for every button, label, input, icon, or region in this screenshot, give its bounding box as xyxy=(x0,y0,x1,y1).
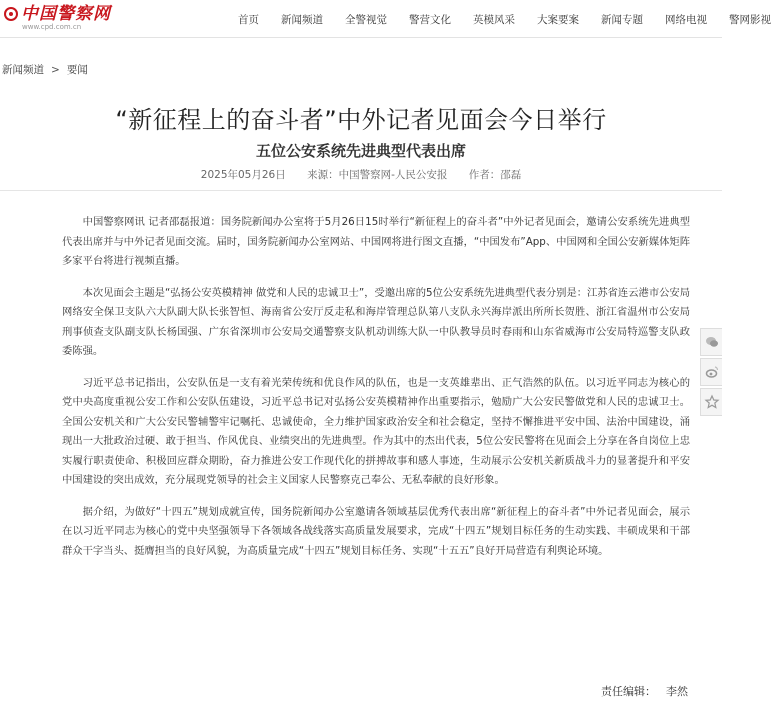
share-qzone-button[interactable] xyxy=(700,388,722,416)
article-source: 来源：中国警察网-人民公安报 xyxy=(307,169,448,181)
nav-home[interactable]: 首页 xyxy=(238,13,259,26)
police-badge-icon xyxy=(4,7,18,21)
nav-police-films[interactable]: 警网影视 xyxy=(729,13,771,26)
article-paragraph: 本次见面会主题是“弘扬公安英模精神 做党和人民的忠诚卫士”，受邀出席的5位公安系统先进典型代表分别是：江苏省连云港市公安局网络安全保卫支队六大队副大队长张智恒、海南省公安厅反走私和海岸管理总队第八支队永兴海岸派出所所长贺胜、浙江省温州市公安局刑事侦查支队副支队长杨国强、广东省深圳市公安局交通警察支队机动训练大队一中队教导员时春雨和山东省威海市公安局特巡警支队政委陈强。 xyxy=(62,286,691,357)
weibo-icon xyxy=(705,365,719,379)
nav-police-culture[interactable]: 警营文化 xyxy=(409,13,451,26)
breadcrumb-separator: > xyxy=(51,63,60,76)
article-paragraph: 据介绍，为做好“十四五”规划成就宣传，国务院新闻办公室邀请各领域基层优秀代表出席“新征程上的奋斗者”中外记者见面会，展示在以习近平同志为核心的党中央坚强领导下各领域各战线落实高质量发展要求，完成“十四五”规划目标任务的生动实践、丰硕成果和干部群众干字当头、挺膺担当的良好风貌，为高质量完成“十四五”规划目标任务、实现“十五五”良好开局营造有利舆论环境。 xyxy=(62,505,690,557)
article-subtitle: 五位公安系统先进典型代表出席 xyxy=(255,142,466,160)
nav-major-cases[interactable]: 大案要案 xyxy=(537,13,579,26)
share-bar xyxy=(700,328,722,418)
site-logo[interactable] xyxy=(4,5,111,33)
editor-name: 李然 xyxy=(666,685,688,698)
share-weibo-button[interactable] xyxy=(700,358,722,386)
nav-web-tv[interactable]: 网络电视 xyxy=(665,13,707,26)
breadcrumb xyxy=(2,62,88,77)
article-date: 2025年05月26日 xyxy=(200,169,286,181)
article-author: 作者：邵磊 xyxy=(468,169,522,181)
article-title: “新征程上的奋斗者”中外记者见面会今日举行 xyxy=(115,106,607,134)
responsible-editor xyxy=(601,683,688,699)
nav-heroes[interactable]: 英模风采 xyxy=(473,13,515,26)
article-body xyxy=(62,213,690,573)
top-header xyxy=(0,0,771,38)
title-divider xyxy=(0,190,722,191)
article-meta xyxy=(0,167,722,182)
main-nav xyxy=(238,0,771,38)
editor-label: 责任编辑： xyxy=(601,685,656,698)
article-paragraph: 中国警察网讯 记者邵磊报道：国务院新闻办公室将于5月26日15时举行“新征程上的奋斗者”中外记者见面会，邀请公安系统先进典型代表出席并与中外记者见面交流。届时，国务院新闻办公室网站、中国网将进行图文直播，“中国发布”App、中国网和全国公安新媒体矩阵多家平台将进行视频直播。 xyxy=(62,216,691,267)
nav-news-topics[interactable]: 新闻专题 xyxy=(601,13,643,26)
breadcrumb-section[interactable]: 要闻 xyxy=(66,64,88,76)
share-wechat-button[interactable] xyxy=(700,328,722,356)
article-paragraph: 习近平总书记指出，公安队伍是一支有着光荣传统和优良作风的队伍，也是一支英雄辈出、正气浩然的队伍。以习近平同志为核心的党中央高度重视公安工作和公安队伍建设，习近平总书记对弘扬公安英模精神作出重要指示，勉励广大公安民警做党和人民的忠诚卫士。全国公安机关和广大公安民警辅警牢记嘱托、忠诚使命，全力维护国家政治安全和社会稳定，坚持不懈推进平安中国、法治中国建设，涌现出一大批政治过硬、敢于担当、作风优良、业绩突出的先进典型。作为其中的杰出代表，5位公安民警将在见面会上分享在各自岗位上忠实履行职责使命、积极回应群众期盼，奋力推进公安工作现代化的拼搏故事和感人事迹，生动展示公安机关新质战斗力的显著提升和平安中国建设的突出成效，充分展现党领导的社会主义国家人民警察克己奉公、无私奉献的良好形象。 xyxy=(62,376,690,486)
breadcrumb-channel[interactable]: 新闻频道 xyxy=(2,64,44,76)
qzone-icon xyxy=(705,395,719,409)
wechat-icon xyxy=(705,335,719,349)
nav-news-channel[interactable]: 新闻频道 xyxy=(281,13,323,26)
logo-text: 中国警察网 xyxy=(21,4,111,24)
logo-url: www.cpd.com.cn xyxy=(22,23,82,31)
nav-police-vision[interactable]: 全警视觉 xyxy=(345,13,387,26)
